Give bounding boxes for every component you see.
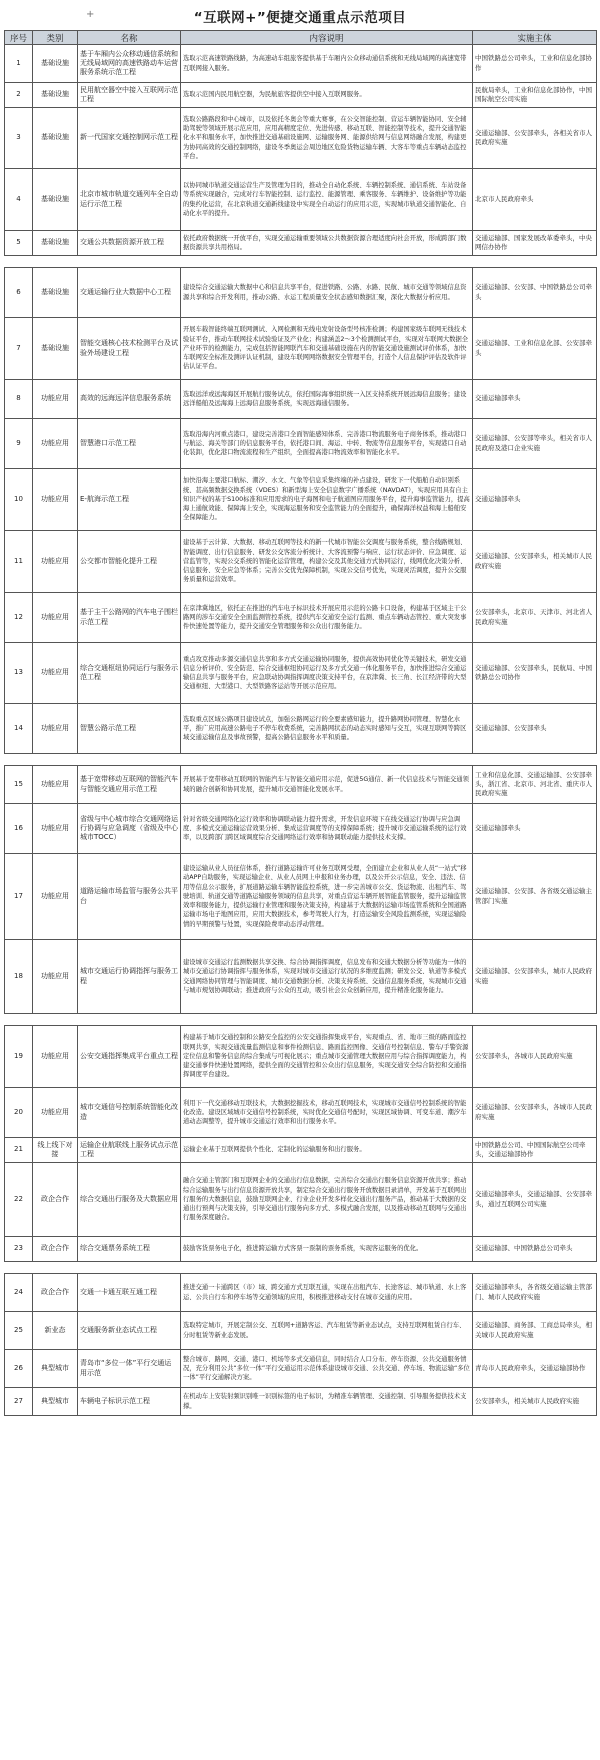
row-executor: 中国铁路总公司牵头，工业和信息化部协作 [473, 45, 597, 83]
title-mark: + [86, 9, 95, 20]
row-category: 基础设施 [33, 45, 78, 83]
row-number: 21 [5, 1138, 33, 1163]
row-executor: 交通运输部、公安部等牵头，相关省市人民政府及港口企业实施 [473, 419, 597, 469]
row-executor: 交通运输部、公安部牵头，城市人民政府实施 [473, 940, 597, 1014]
row-category: 功能应用 [33, 531, 78, 593]
section-gap-cell [5, 754, 597, 766]
section-gap-cell [5, 1014, 597, 1026]
header-no: 序号 [5, 31, 33, 45]
row-executor: 交通运输部、公安部、中国铁路总公司牵头 [473, 268, 597, 318]
row-executor: 交通运输部、公安部牵头 [473, 704, 597, 754]
row-category: 功能应用 [33, 380, 78, 419]
row-number: 11 [5, 531, 33, 593]
row-executor: 交通运输部、公安部、各省级交通运输主管部门实施 [473, 854, 597, 940]
row-number: 18 [5, 940, 33, 1014]
row-category: 政企合作 [33, 1237, 78, 1262]
row-category: 功能应用 [33, 854, 78, 940]
table-row [5, 766, 597, 804]
row-number: 14 [5, 704, 33, 754]
row-category: 新业态 [33, 1312, 78, 1350]
row-description: 选取示范高速铁路线路，为高速动车组旅客提供基于车厢内公众移动通信系统和无线局域网的高速宽带互联网接入服务。 [181, 45, 473, 83]
row-executor: 工业和信息化部、交通运输部、公安部牵头，浙江省、北京市、河北省、重庆市人民政府实施 [473, 766, 597, 804]
row-project-name: 交通服务新业态试点工程 [78, 1312, 181, 1350]
row-executor: 交通运输部、公安部牵头，相关城市人民政府实施 [473, 531, 597, 593]
row-project-name: 智慧公路示范工程 [78, 704, 181, 754]
row-description: 建设综合交通运输大数据中心和信息共享平台，促进铁路、公路、水路、民航、城市交通等领域信息资源共享和综合开发利用，推动公路、水运工程质量安全状态感知数据汇聚，深化大数据分析应用。 [181, 268, 473, 318]
table-row [5, 419, 597, 469]
row-number: 8 [5, 380, 33, 419]
row-category: 政企合作 [33, 1274, 78, 1312]
row-category: 功能应用 [33, 1026, 78, 1088]
row-project-name: 综合交通票务系统工程 [78, 1237, 181, 1262]
row-number: 23 [5, 1237, 33, 1262]
row-executor: 中国铁路总公司、中国国际航空公司牵头，交通运输部协作 [473, 1138, 597, 1163]
row-number: 3 [5, 108, 33, 169]
table-row [5, 469, 597, 531]
row-number: 9 [5, 419, 33, 469]
row-project-name: 公安交通指挥集成平台重点工程 [78, 1026, 181, 1088]
row-project-name: 民用航空器空中接入互联网示范工程 [78, 83, 181, 108]
row-description: 在京津冀地区，依托正在推进的汽车电子标识技术开展应用示范的公路卡口设备，构建基于区域主干公路网的涉车交通安全全面监测管控系统，提供汽车交通安全运行监测、重点车辆动态管控、重大突发事件快速处置等能力，提升交通安全管理服务和公众出行服务能力。 [181, 593, 473, 643]
row-number: 12 [5, 593, 33, 643]
table-row [5, 1026, 597, 1088]
row-number: 10 [5, 469, 33, 531]
row-category: 功能应用 [33, 469, 78, 531]
row-description: 整合城市、路网、交通、港口、机场等多式交通信息，同时结合人口分布、停车资源、公共交通服务情况，充分利用公共“多位一体”平行交通运用示范体系建设城市交通、公共交通、停车场、物流运输“多位一体”平行交通解决方案。 [181, 1350, 473, 1388]
row-project-name: 省级与中心城市综合交通网络运行协调与应急调度（省级及中心城市TOCC） [78, 804, 181, 854]
table-row [5, 940, 597, 1014]
row-number: 25 [5, 1312, 33, 1350]
table-row [5, 231, 597, 256]
section-gap [5, 1262, 597, 1274]
row-category: 典型城市 [33, 1350, 78, 1388]
row-number: 2 [5, 83, 33, 108]
row-number: 19 [5, 1026, 33, 1088]
section-gap [5, 1014, 597, 1026]
row-category: 基础设施 [33, 231, 78, 256]
header-description: 内容说明 [181, 31, 473, 45]
row-project-name: 车辆电子标识示范工程 [78, 1388, 181, 1416]
row-category: 基础设施 [33, 83, 78, 108]
row-description: 推进交通一卡通跨区（市）域、跨交通方式互联互通，实现在出租汽车、长途客运、城市轨道、水上客运、公共自行车和停车场等交通领域的应用，积极推进移动支付在城市交通的应用。 [181, 1274, 473, 1312]
row-description: 建设基于云计算、大数据、移动互联网等技术的新一代城市智能公交调度与服务系统，整合线路规划、智能调度、出行信息服务、研发公交客流分析统计、大客流预警与响应、运行状态评价、应急调度、运营监管等，实现公交系统的智能化运营管理，构建公交及其他交通方式协同运行，线网优化决策分析、信息服务、安全应急等体系；完善公交优先保障机制，实现公交信号优先，实现灵活调度，提升公交服务质量和运营效率。 [181, 531, 473, 593]
row-category: 基础设施 [33, 268, 78, 318]
row-executor: 交通运输部牵头，交通运输部、公安部牵头，通过互联网公司实施 [473, 1163, 597, 1237]
row-project-name: 交通一卡通互联互通工程 [78, 1274, 181, 1312]
table-header-row [5, 31, 597, 45]
row-category: 功能应用 [33, 593, 78, 643]
table-row [5, 318, 597, 380]
row-description: 以协同城市轨道交通运营生产及管理为目的，推动全自动化系统、车辆控制系统、通信系统、车站设备等系统实现融合，完成对行车智能控制、运行监控、能源管理、乘客服务、车辆维护、设备维护等功能的集约化运营，在北京轨道交通新线建设中实现全自动运行的应用示范，实现城市轨道交通智能化、自动化水平的提升。 [181, 169, 473, 231]
section-gap-cell [5, 1262, 597, 1274]
row-category: 功能应用 [33, 1088, 78, 1138]
row-executor: 交通运输部、公安部牵头，各相关省市人民政府实施 [473, 108, 597, 169]
row-description: 依托政府数据统一开放平台，实现交通运输重要领域公共数据资源合理适度向社会开放，形成跨部门数据资源共享共用格局。 [181, 231, 473, 256]
row-executor: 交通运输部、公安部牵头，各城市人民政府实施 [473, 1088, 597, 1138]
row-description: 构建基于城市交通控制和公路安全监控的公安交通指挥集成平台，实现重点、省、地市三级的路面监控联网共享，实现交通流量监测信息和事件检测信息、路面监控图像、交通信号控制信息、警车/手警资源定位信息和警务信息的综合集成与可视化展示；重点城市交通管理大数据应用与综合指挥调度能力，构建交通事件快速处置网络，提供全面的交通管控和公众出行信息服务，实现交通安全综合防控和交通指挥调度平台建设。 [181, 1026, 473, 1088]
row-description: 融合交通主管部门和互联网企业的交通出行信息数据，完善综合交通出行服务信息资源开放共享；推动综合运输服务与出行信息资源开放共享，制定综合交通出行服务开放数据目录清单，开发基于互联网出行服务的大数据信息，鼓励互联网企业、行业企业开发多样化交通出行服务产品，推动基于大数据的交通出行预判与决策支持，引导交通出行服务向多方式、多模式融合发展，以及推动移动互联网与交通出行服务深度融合。 [181, 1163, 473, 1237]
row-project-name: 道路运输市场监管与服务公共平台 [78, 854, 181, 940]
row-description: 加快沿海主要港口航标、潮汐、水文、气象等信息采集终端的补点建设，研发下一代船舶自动识别系统、甚高频数据交换系统（VDES）和新型海上安全信息数字广播系统（NAVDAT），实现应用具有自主知识产权的基于S100标准和应用需求的电子海图和电子航道图应用服务平台，提升海事监管能力，提高海上通航效能、保障海上安全，实现海运服务和安全监管能力的全面提升，确保海洋权益和海上船舶安全保障能力。 [181, 469, 473, 531]
table-row [5, 704, 597, 754]
row-executor: 交通运输部牵头，各省级交通运输主管部门、城市人民政府实施 [473, 1274, 597, 1312]
row-project-name: 青岛市“多位一体”平行交通运用示范 [78, 1350, 181, 1388]
row-project-name: 交通公共数据资源开放工程 [78, 231, 181, 256]
row-number: 4 [5, 169, 33, 231]
row-project-name: 运输企业航联线上服务试点示范工程 [78, 1138, 181, 1163]
row-category: 线上线下对接 [33, 1138, 78, 1163]
row-category: 基础设施 [33, 108, 78, 169]
table-row [5, 804, 597, 854]
row-description: 开展车载智能终端互联网测试、入网检测和无线电发射设备型号核准检测；构建国家级车联网无线技术验证平台，推动车联网技术试验验证及产业化；构建涵盖2～3个检测测试平台，实现对车联网大数据全产业环节的检测能力，完成包括智能网联汽车和交通基础设施在内的智能交通设施测试评价体系，加快车联网安全标准及测评认证机制，建设车联网网络数据安全管理平台，打造个人信息保护评估及软件评估认证平台。 [181, 318, 473, 380]
row-category: 功能应用 [33, 643, 78, 704]
table-body [5, 45, 597, 1416]
row-number: 7 [5, 318, 33, 380]
table-row [5, 83, 597, 108]
row-description: 开展基于宽带移动互联网的智能汽车与智能交通应用示范，促进5G通信、新一代信息技术与智能交通领域的融合创新和协同发展，提升城市交通智能化发展水平。 [181, 766, 473, 804]
row-executor: 公安部牵头，相关城市人民政府实施 [473, 1388, 597, 1416]
row-number: 6 [5, 268, 33, 318]
table-row [5, 380, 597, 419]
row-executor: 北京市人民政府牵头 [473, 169, 597, 231]
row-project-name: 综合交通枢纽协同运行与服务示范工程 [78, 643, 181, 704]
row-project-name: 综合交通出行服务及大数据应用 [78, 1163, 181, 1237]
table-row [5, 1274, 597, 1312]
row-executor: 交通运输部、商务部、工商总局牵头，相关城市人民政府实施 [473, 1312, 597, 1350]
row-project-name: 城市交通信号控制系统智能化改造 [78, 1088, 181, 1138]
row-category: 功能应用 [33, 704, 78, 754]
row-description: 针对省级交通网络化运行效率和协调联动能力提升需求，开发信息环境下在线交通运行协调与应急调度、多模式交通运输运营效果分析、集成运营调度等的支撑保障系统；提升城市交通运输系统的运行效率，以及跨部门跨区域调度综合交通网络运行效率和协调联动能力提供技术支撑。 [181, 804, 473, 854]
row-category: 典型城市 [33, 1388, 78, 1416]
row-number: 17 [5, 854, 33, 940]
row-executor: 交通运输部、工业和信息化部、公安部牵头 [473, 318, 597, 380]
table-row [5, 1237, 597, 1262]
table-row [5, 643, 597, 704]
row-description: 选取示范国内民用航空器，为民航旅客提供空中接入互联网服务。 [181, 83, 473, 108]
row-description: 在机动车上安装射频识别唯一识别标签的电子标识，为精准车辆管理、交通控制、引导服务提供技术支撑。 [181, 1388, 473, 1416]
row-number: 16 [5, 804, 33, 854]
row-number: 20 [5, 1088, 33, 1138]
row-description: 选取远洋或远海海区开展航行服务试点，依托国际海事组织统一入区支持系统开展远海信息服务；建设远洋船舶及远海海上远海信息服务系统，实现远海通信服务。 [181, 380, 473, 419]
row-number: 13 [5, 643, 33, 704]
row-number: 27 [5, 1388, 33, 1416]
table-row [5, 45, 597, 83]
table-row [5, 1312, 597, 1350]
section-gap-cell [5, 256, 597, 268]
row-description: 鼓励客货票务电子化，推进跨运输方式客票一票制的票务系统，实现客运服务的优化。 [181, 1237, 473, 1262]
row-number: 24 [5, 1274, 33, 1312]
table-row [5, 268, 597, 318]
row-executor: 交通运输部牵头 [473, 804, 597, 854]
row-category: 基础设施 [33, 318, 78, 380]
table-row [5, 854, 597, 940]
row-number: 26 [5, 1350, 33, 1388]
page-title: “互联网+”便捷交通重点示范项目 [193, 10, 407, 26]
table-row [5, 1138, 597, 1163]
document-sheet [4, 0, 596, 1416]
row-project-name: 新一代国家交通控制网示范工程 [78, 108, 181, 169]
row-project-name: 基于宽带移动互联网的智能汽车与智能交通应用示范工程 [78, 766, 181, 804]
row-category: 基础设施 [33, 169, 78, 231]
table-row [5, 1350, 597, 1388]
row-number: 15 [5, 766, 33, 804]
row-project-name: 智慧港口示范工程 [78, 419, 181, 469]
row-description: 运输企业基于互联网提供个性化、定制化的运输服务和出行服务。 [181, 1138, 473, 1163]
header-category: 类别 [33, 31, 78, 45]
row-description: 利用下一代交通移动互联技术，大数据挖掘技术，移动互联网技术，实现城市交通信号控制系统的智能化改造。建设区域城市交通信号控制系统，实时优化交通信号配时，实现区域协调、可变车道、潮汐车道动态调整等，提升城市交通运行效率和出行服务水平。 [181, 1088, 473, 1138]
row-description: 选取重点区域公路项目建设试点，加强公路网运行的全要素感知能力，提升路网协同管理、智慧化水平，推广应用高速公路电子不停车收费系统，完善路网状态的动态实时感知与交互，实现互联网等跨区域交通运输信息及事故预警，提高公路信息服务水平和质量。 [181, 704, 473, 754]
title-row [4, 0, 596, 30]
row-number: 5 [5, 231, 33, 256]
row-project-name: 智能交通核心技术检测平台及试验外场建设工程 [78, 318, 181, 380]
section-gap [5, 754, 597, 766]
row-category: 政企合作 [33, 1163, 78, 1237]
row-executor: 民航局牵头，工业和信息化部协作，中国国际航空公司实施 [473, 83, 597, 108]
projects-table [4, 30, 597, 1416]
row-executor: 交通运输部、中国铁路总公司牵头 [473, 1237, 597, 1262]
header-name: 名称 [78, 31, 181, 45]
table-row [5, 593, 597, 643]
row-category: 功能应用 [33, 940, 78, 1014]
row-project-name: 公交都市智能化提升工程 [78, 531, 181, 593]
row-category: 功能应用 [33, 419, 78, 469]
row-project-name: 北京市城市轨道交通列车全自动运行示范工程 [78, 169, 181, 231]
row-category: 功能应用 [33, 766, 78, 804]
table-row [5, 1163, 597, 1237]
table-row [5, 1388, 597, 1416]
table-row [5, 169, 597, 231]
table-row [5, 531, 597, 593]
row-executor: 交通运输部牵头 [473, 380, 597, 419]
row-executor: 青岛市人民政府牵头，交通运输部协作 [473, 1350, 597, 1388]
row-description: 选取特定城市，开展定制公交、互联网+道路客运、汽车租赁等新业态试点，支持互联网租赁自行车、分时租赁等新业态发展。 [181, 1312, 473, 1350]
table-row [5, 108, 597, 169]
row-description: 建设城市交通运行监测数据共享交换、综合协调指挥调度，信息发布和交通大数据分析等功能为一体的城市交通运行协调指挥与服务体系，实现对城市交通运行状况的多维度监测；研发公交、轨道等多模式交通网络协同管理与智能调度、城市交通数据分析、决策支持系统、交通信息服务系统，实现城市交通与城市规划协调联动；推进政府与公众的互动，吸引社会公众创新应用，提升精准化服务能力。 [181, 940, 473, 1014]
row-project-name: 基于车厢内公众移动通信系统和无线局域网的高速铁路动车运营服务系统示范工程 [78, 45, 181, 83]
row-project-name: 城市交通运行协调指挥与服务工程 [78, 940, 181, 1014]
row-executor: 交通运输部、公安部牵头，民航局、中国铁路总公司协作 [473, 643, 597, 704]
header-executor: 实施主体 [473, 31, 597, 45]
section-gap [5, 256, 597, 268]
row-executor: 公安部牵头，各城市人民政府实施 [473, 1026, 597, 1088]
row-description: 选取公路路段和中心城市，以及依托冬奥会等重大赛事，在公交智能控制、营运车辆智能协同、安全辅助驾驶等领域开展示范应用，应用高精度定位、先进传感、移动互联、智能控制等技术，提升交通智能化水平和服务水平，加快推进交通基础设施网、运输服务网、能源供给网与信息网络融合发展，构建更为协同高效的交通控制网络，建设冬季奥运会周边地区危险货物运输车辆、大客车等重点车辆动态监控平台。 [181, 108, 473, 169]
row-number: 1 [5, 45, 33, 83]
row-description: 建设运输从业人员征信体系，推行道路运输许可业务互联网受理，全面建立企业和从业人员“一站式”移动APP自助服务，实现运输企业、从业人员网上申报和业务办理，以及公开公示信息，安全、违法、信用等信息公示服务，扩展道路运输车辆智能监控系统，进一步完善城市公交、货运物流、出租汽车、驾驶培训、轨道交通等道路运输服务领域的信息共享，对重点营运车辆开展智能监管服务，提升运输监管效率和服务能力，提供运输行业管理和服务决策支持，构建基于大数据的运输市场监管系统和全国道路运输市场电子地图应用，应用大数据技术，参考驾驶人行为，打造运输安全风险监测系统，实现运输险情的早期预警与处置，实现保险费率动态浮动管理。 [181, 854, 473, 940]
row-executor: 交通运输部、国家发展改革委牵头，中央网信办协作 [473, 231, 597, 256]
row-project-name: 高效的远海远洋信息服务系统 [78, 380, 181, 419]
row-number: 22 [5, 1163, 33, 1237]
row-project-name: 交通运输行业大数据中心工程 [78, 268, 181, 318]
row-executor: 公安部牵头，北京市、天津市、河北省人民政府实施 [473, 593, 597, 643]
table-row [5, 1088, 597, 1138]
row-project-name: 基于主干公路网的汽车电子围栏示范工程 [78, 593, 181, 643]
row-category: 功能应用 [33, 804, 78, 854]
row-executor: 交通运输部牵头 [473, 469, 597, 531]
row-project-name: E-航海示范工程 [78, 469, 181, 531]
row-description: 重点攻克推动多源交通信息共享和多方式交通运输协同服务，提供高效协同优化等关键技术，研发交通信息分析评价、安全防范、综合交通枢纽协同运行及多方式交通一体化服务平台，加快推进综合交通运输信息共享与服务平台，应急联动协调指挥调度决策支持平台，在京津冀、长三角、长江经济带的大型交通枢纽、大型港口、大型铁路客运站等开展示范应用。 [181, 643, 473, 704]
row-description: 选取沿海内河重点港口，建设完善港口全面智能感知体系、完善港口物流服务电子商务体系，推动港口与航运、海关等部门的信息服务平台，依托港口间、海运、中转、物流等信息服务平台，实现港口自动化装卸，优化港口物流流程和生产组织，全面提高港口物流效率和智能化水平。 [181, 419, 473, 469]
